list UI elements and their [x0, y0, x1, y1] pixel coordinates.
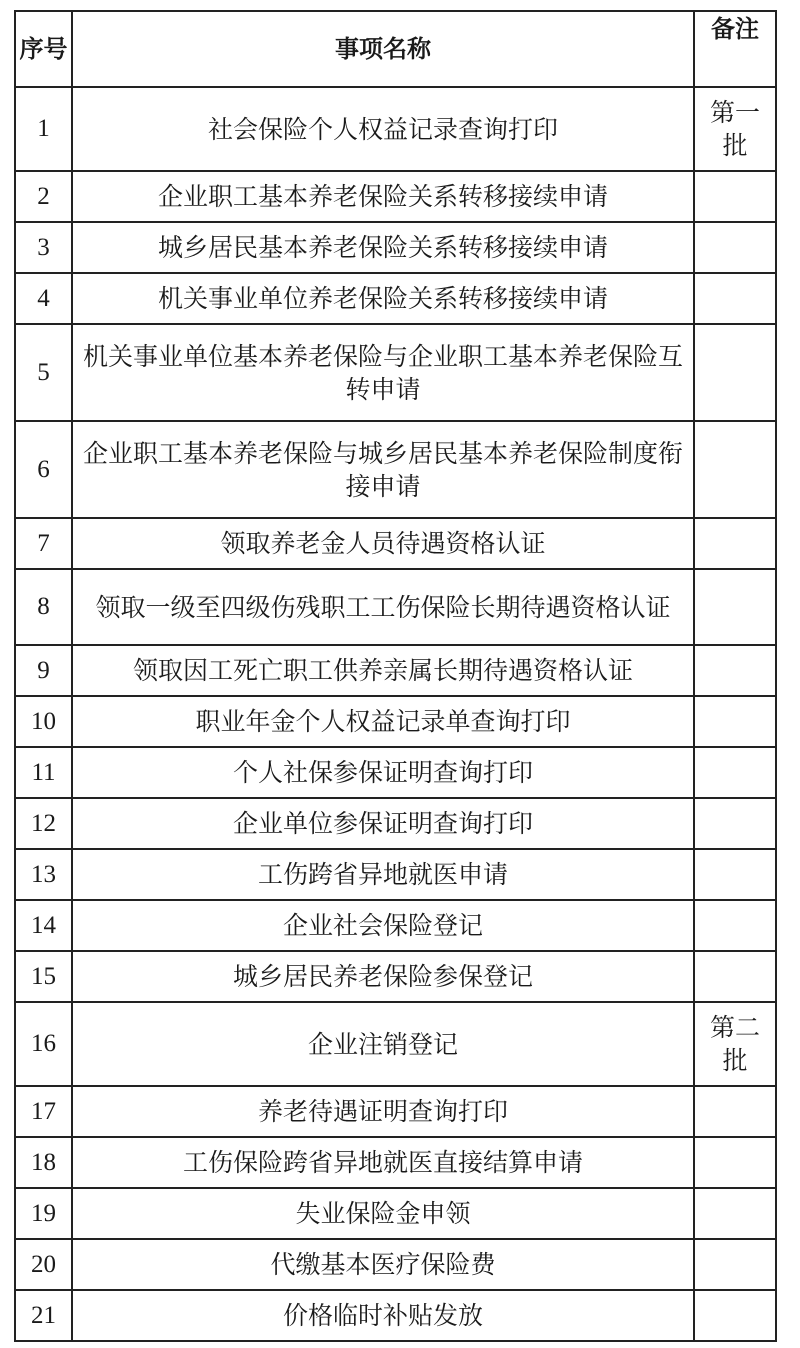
row-note [694, 273, 776, 324]
row-no: 4 [15, 273, 72, 324]
row-note [694, 171, 776, 222]
table-row [15, 1002, 776, 1086]
row-no: 3 [15, 222, 72, 273]
row-name: 领取一级至四级伤残职工工伤保险长期待遇资格认证 [72, 569, 694, 645]
table-row [15, 798, 776, 849]
table-row [15, 1239, 776, 1290]
row-name: 企业单位参保证明查询打印 [72, 798, 694, 849]
row-note [694, 1188, 776, 1239]
row-no: 10 [15, 696, 72, 747]
row-no: 15 [15, 951, 72, 1002]
row-no: 9 [15, 645, 72, 696]
row-no: 1 [15, 87, 72, 171]
row-note: 第二批 [694, 1002, 776, 1086]
header-no: 序号 [15, 11, 72, 87]
row-name: 工伤保险跨省异地就医直接结算申请 [72, 1137, 694, 1188]
row-name: 城乡居民基本养老保险关系转移接续申请 [72, 222, 694, 273]
table-row [15, 849, 776, 900]
row-note [694, 951, 776, 1002]
row-note [694, 696, 776, 747]
row-name: 失业保险金申领 [72, 1188, 694, 1239]
row-name: 机关事业单位基本养老保险与企业职工基本养老保险互转申请 [72, 324, 694, 421]
row-name: 职业年金个人权益记录单查询打印 [72, 696, 694, 747]
row-note [694, 1137, 776, 1188]
row-name: 个人社保参保证明查询打印 [72, 747, 694, 798]
row-name: 企业注销登记 [72, 1002, 694, 1086]
row-no: 18 [15, 1137, 72, 1188]
table-row [15, 87, 776, 171]
row-no: 7 [15, 518, 72, 569]
row-note [694, 222, 776, 273]
row-name: 企业社会保险登记 [72, 900, 694, 951]
row-name: 工伤跨省异地就医申请 [72, 849, 694, 900]
table-row [15, 518, 776, 569]
table-row [15, 324, 776, 421]
table-row [15, 222, 776, 273]
row-no: 17 [15, 1086, 72, 1137]
row-note [694, 324, 776, 421]
row-name: 领取养老金人员待遇资格认证 [72, 518, 694, 569]
table-row [15, 1290, 776, 1341]
header-name: 事项名称 [72, 11, 694, 87]
row-no: 20 [15, 1239, 72, 1290]
table-row [15, 569, 776, 645]
row-name: 机关事业单位养老保险关系转移接续申请 [72, 273, 694, 324]
row-note [694, 1086, 776, 1137]
row-name: 养老待遇证明查询打印 [72, 1086, 694, 1137]
row-note [694, 1290, 776, 1341]
table-row [15, 273, 776, 324]
header-row [15, 11, 776, 87]
table-row [15, 1188, 776, 1239]
row-name: 价格临时补贴发放 [72, 1290, 694, 1341]
row-name: 城乡居民养老保险参保登记 [72, 951, 694, 1002]
table-row [15, 1086, 776, 1137]
row-name: 代缴基本医疗保险费 [72, 1239, 694, 1290]
row-note [694, 900, 776, 951]
row-note [694, 518, 776, 569]
table-row [15, 696, 776, 747]
row-note [694, 849, 776, 900]
row-no: 5 [15, 324, 72, 421]
table-row [15, 900, 776, 951]
row-name: 企业职工基本养老保险与城乡居民基本养老保险制度衔接申请 [72, 421, 694, 518]
table-row [15, 421, 776, 518]
row-name: 领取因工死亡职工供养亲属长期待遇资格认证 [72, 645, 694, 696]
row-no: 16 [15, 1002, 72, 1086]
matters-table [14, 10, 777, 1342]
row-no: 21 [15, 1290, 72, 1341]
row-no: 19 [15, 1188, 72, 1239]
row-no: 12 [15, 798, 72, 849]
row-no: 11 [15, 747, 72, 798]
row-no: 6 [15, 421, 72, 518]
header-note: 备注 [694, 11, 776, 87]
row-note [694, 1239, 776, 1290]
row-note [694, 421, 776, 518]
row-note [694, 569, 776, 645]
row-no: 8 [15, 569, 72, 645]
row-name: 社会保险个人权益记录查询打印 [72, 87, 694, 171]
row-note [694, 747, 776, 798]
table-row [15, 645, 776, 696]
row-note [694, 645, 776, 696]
row-no: 14 [15, 900, 72, 951]
row-note: 第一批 [694, 87, 776, 171]
table-row [15, 747, 776, 798]
row-note [694, 798, 776, 849]
row-no: 2 [15, 171, 72, 222]
table-row [15, 951, 776, 1002]
table-row [15, 1137, 776, 1188]
row-no: 13 [15, 849, 72, 900]
table-row [15, 171, 776, 222]
row-name: 企业职工基本养老保险关系转移接续申请 [72, 171, 694, 222]
